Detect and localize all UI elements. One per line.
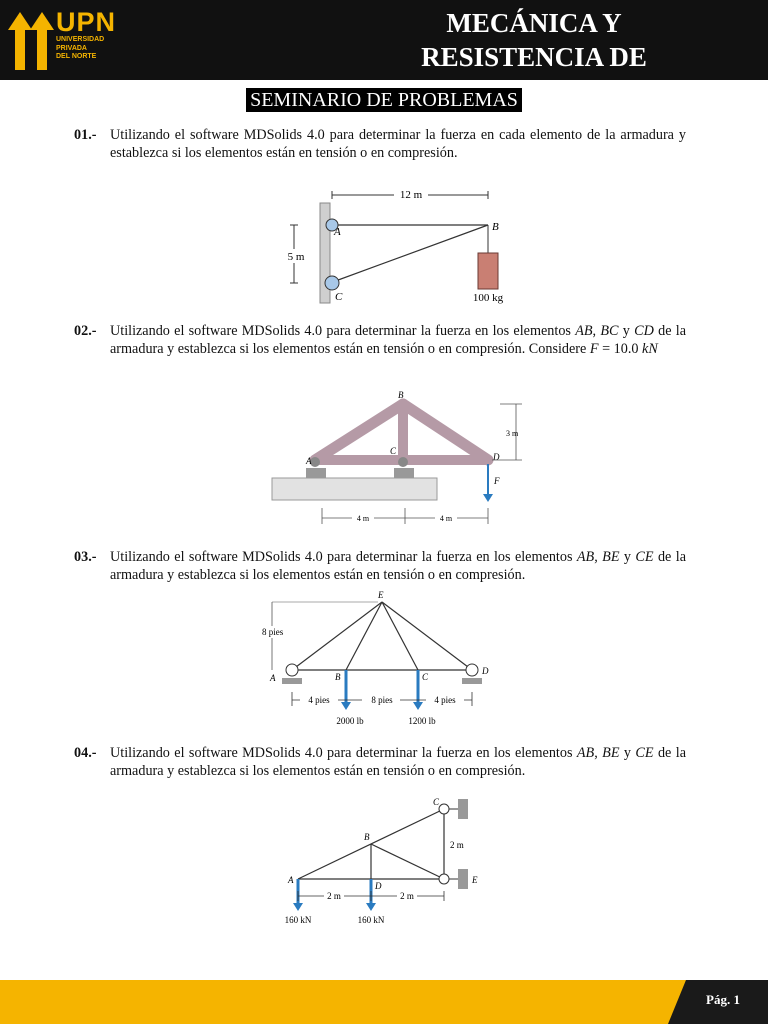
logo-sub-1: UNIVERSIDAD — [56, 36, 105, 43]
dim-label-12m: 12 m — [399, 189, 423, 201]
course-title-line-1: MECÁNICA Y — [446, 8, 622, 38]
logo-sub-2: PRIVADA — [56, 44, 87, 52]
dim-label-2m-2: 2 m — [400, 891, 414, 901]
support-a — [306, 468, 326, 478]
member-ce — [382, 602, 418, 670]
pin-d-icon — [466, 664, 478, 676]
problem-text: Utilizando el software MDSolids 4.0 para determinar la fuerza en los elementos AB, BE y CE de la armadura y establezca si los elementos están en tensión o en compresión. — [110, 549, 686, 583]
label-c: C — [422, 672, 429, 682]
label-a: A — [334, 226, 341, 238]
pin-e-icon — [439, 874, 449, 884]
label-a: A — [306, 456, 312, 466]
dim-label-4m-2: 4 m — [439, 514, 453, 523]
dim-label-4m-1: 4 m — [356, 514, 370, 523]
label-b: B — [335, 672, 341, 682]
problem-4 — [74, 745, 686, 780]
member-be — [371, 844, 444, 879]
label-c: C — [390, 446, 397, 456]
pin-c-icon — [325, 276, 339, 290]
page-number: Pág. 1 — [706, 992, 740, 1007]
dim-label-5m: 5 m — [287, 251, 305, 263]
member-bc — [330, 225, 488, 283]
dim-label-4pies-2: 4 pies — [434, 695, 456, 705]
pin-a-icon — [310, 457, 320, 467]
subheading: SEMINARIO DE PROBLEMAS — [246, 88, 522, 112]
member-be — [346, 602, 382, 670]
label-c: C — [433, 797, 440, 807]
wall-support-c — [458, 799, 468, 819]
problem-number: 04.- — [74, 745, 97, 761]
problem-text: Utilizando el software MDSolids 4.0 para determinar la fuerza en cada elemento de la armadura y establezca si los elementos están en tensión o en compresión. — [110, 127, 686, 161]
problem-3 — [74, 549, 686, 584]
problem-text: Utilizando el software MDSolids 4.0 para determinar la fuerza en los elementos AB, BE y CE de la armadura y establezca si los elementos están en tensión o en compresión. — [110, 745, 686, 779]
label-c: C — [335, 291, 343, 303]
ground — [272, 478, 437, 500]
pin-a-icon — [286, 664, 298, 676]
course-title — [300, 6, 768, 74]
problem-number: 02.- — [74, 323, 97, 339]
load-label-1200: 1200 lb — [408, 716, 436, 726]
dim-label-8pies-bottom: 8 pies — [371, 695, 393, 705]
load-label-2000: 2000 lb — [336, 716, 364, 726]
label-a: A — [288, 875, 294, 885]
member-ae — [292, 602, 382, 670]
label-d: D — [482, 666, 489, 676]
mass-block — [478, 253, 498, 289]
figure-problem-2 — [270, 390, 535, 530]
member-ed — [382, 602, 472, 670]
member-bd — [403, 404, 488, 460]
header-bar — [0, 0, 768, 80]
mass-label: 100 kg — [472, 292, 504, 304]
figure-problem-4 — [276, 795, 486, 930]
load-label-d: 160 kN — [357, 915, 385, 925]
support-c — [394, 468, 414, 478]
logo-sub-3: DEL NORTE — [56, 53, 97, 60]
label-d: D — [375, 881, 382, 891]
problem-number: 03.- — [74, 549, 97, 565]
figure-problem-1 — [270, 183, 520, 307]
dim-label-4pies-1: 4 pies — [308, 695, 330, 705]
figure-problem-3 — [258, 588, 498, 730]
dim-label-2m-1: 2 m — [327, 891, 341, 901]
dim-label-2m-vertical: 2 m — [450, 840, 464, 850]
label-f: F — [494, 476, 500, 486]
dim-label-3m: 3 m — [506, 429, 519, 438]
pin-c-icon — [439, 804, 449, 814]
footer — [0, 980, 768, 1024]
label-b: B — [492, 221, 499, 233]
label-b: B — [398, 390, 404, 400]
course-title-line-2: RESISTENCIA DE — [421, 42, 647, 72]
logo-wordmark — [56, 8, 116, 62]
label-d: D — [493, 452, 500, 462]
dim-label-8pies: 8 pies — [262, 627, 284, 637]
problem-2 — [74, 323, 686, 358]
load-label-a: 160 kN — [284, 915, 312, 925]
label-a: A — [270, 673, 276, 683]
label-e: E — [378, 590, 384, 600]
footer-bar — [0, 980, 768, 1024]
label-b: B — [364, 832, 370, 842]
problem-text: Utilizando el software MDSolids 4.0 para determinar la fuerza en los elementos AB, BC y CD de la armadura y establezca si los elementos están en tensión o en compresión. Considere F = 10.0 kN — [110, 323, 686, 357]
label-e: E — [472, 875, 478, 885]
problem-1 — [74, 127, 686, 162]
pin-c-icon — [398, 457, 408, 467]
problem-number: 01.- — [74, 127, 97, 143]
wall-support-e — [458, 869, 468, 889]
logo-name: UPN — [56, 7, 117, 37]
subheading-wrap — [0, 88, 768, 112]
